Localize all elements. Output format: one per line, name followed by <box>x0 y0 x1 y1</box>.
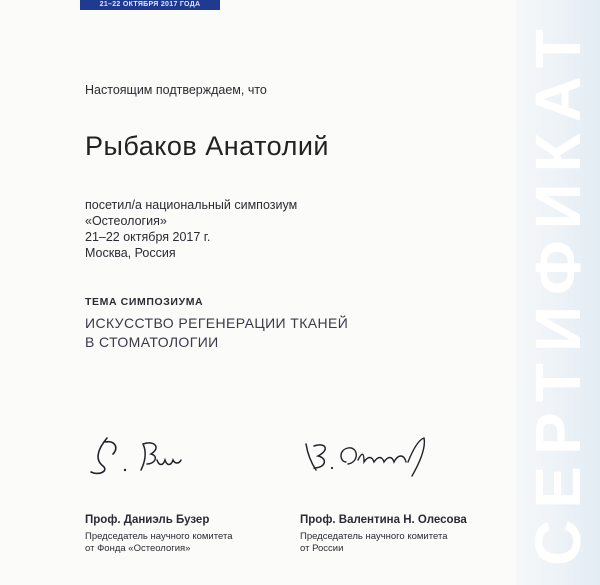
signature-right <box>300 432 435 482</box>
attendance-line: 21–22 октября 2017 г. <box>85 230 211 244</box>
recipient-name: Рыбаков Анатолий <box>85 131 329 161</box>
signatory-name-left: Проф. Даниэль Бузер <box>85 514 210 526</box>
confirm-text: Настоящим подтверждаем, что <box>85 83 267 97</box>
theme-line: В СТОМАТОЛОГИИ <box>85 334 219 350</box>
role-line: Председатель научного комитета <box>300 531 448 542</box>
signatory-role-right <box>300 531 447 555</box>
theme-text <box>85 314 348 352</box>
role-line: Председатель научного комитета <box>85 531 233 542</box>
attendance-line: посетил/а национальный симпозиум <box>85 198 298 212</box>
date-banner: 21–22 ОКТЯБРЯ 2017 ГОДА <box>80 0 220 10</box>
signature-left <box>85 430 195 480</box>
signatory-name-right: Проф. Валентина Н. Олесова <box>300 514 467 526</box>
role-line: от Фонда «Остеология» <box>85 543 191 554</box>
attendance-line: «Остеология» <box>85 214 167 228</box>
theme-line: ИСКУССТВО РЕГЕНЕРАЦИИ ТКАНЕЙ <box>85 315 349 331</box>
signatory-role-left <box>85 531 232 555</box>
role-line: от России <box>300 543 344 554</box>
attendance-details <box>85 197 297 261</box>
theme-heading: ТЕМА СИМПОЗИУМА <box>85 296 204 308</box>
attendance-line: Москва, Россия <box>85 246 176 260</box>
side-title: СЕРТИФИКАТ <box>522 18 594 566</box>
